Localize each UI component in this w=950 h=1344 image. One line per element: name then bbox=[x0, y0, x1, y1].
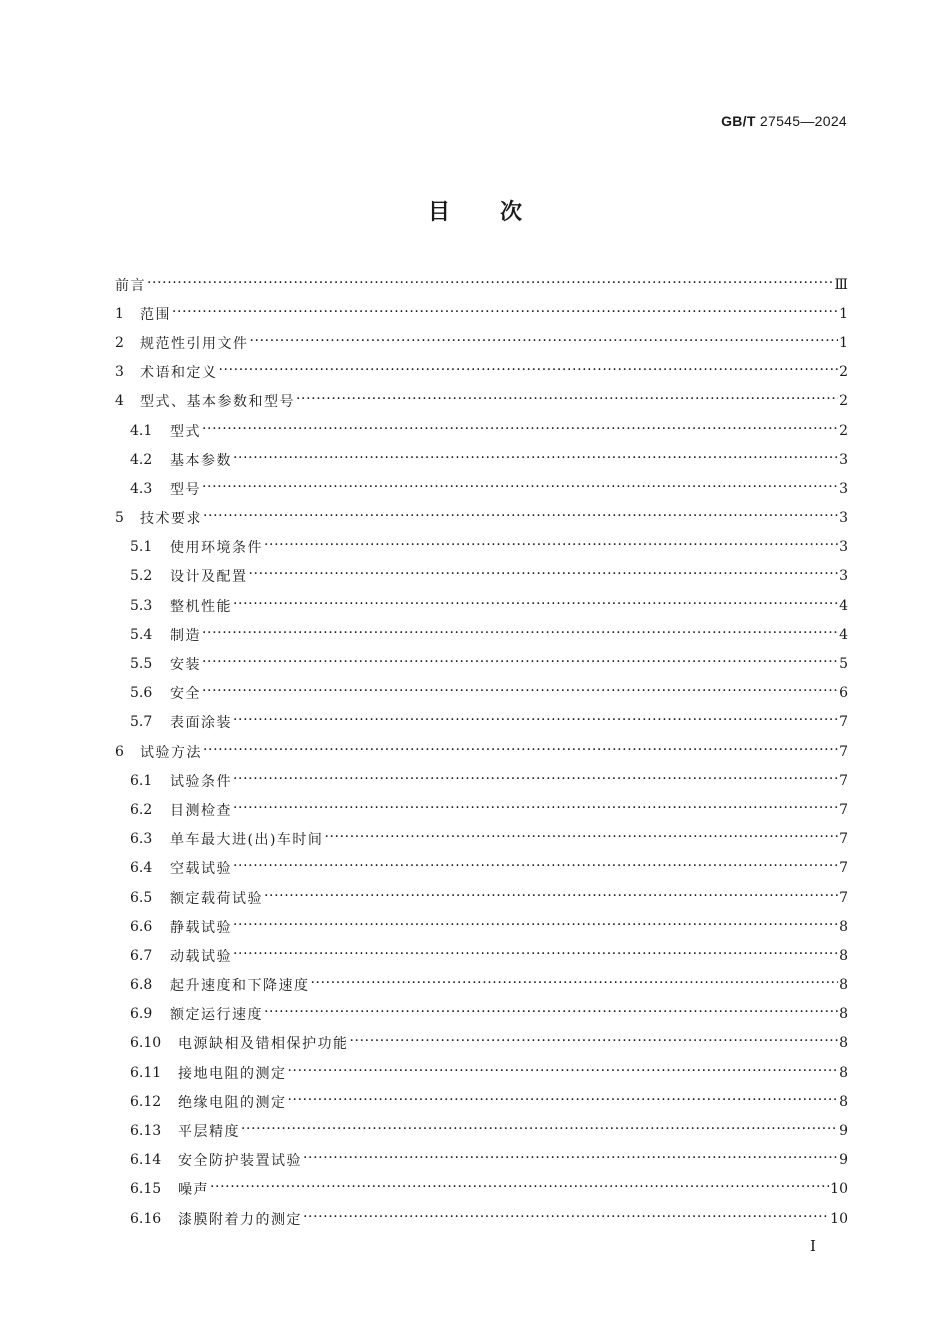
toc-entry-number: 6.4 bbox=[130, 860, 153, 877]
toc-entry-page: 8 bbox=[839, 918, 848, 935]
toc-entry-number: 5.7 bbox=[130, 714, 153, 731]
toc-entry[interactable] bbox=[115, 533, 848, 562]
toc-entry-page: 2 bbox=[839, 364, 848, 381]
toc-entry-number: 6.11 bbox=[130, 1064, 162, 1081]
toc-dot-leader bbox=[233, 949, 838, 963]
toc-entry-number: 6.16 bbox=[130, 1210, 162, 1227]
toc-entry-page: 3 bbox=[839, 510, 848, 527]
toc-entry-title: 安全 bbox=[170, 686, 201, 703]
toc-entry[interactable] bbox=[115, 883, 848, 912]
toc-entry-page: 3 bbox=[839, 539, 848, 556]
title-char-1: 目 bbox=[427, 200, 450, 225]
toc-dot-leader bbox=[264, 891, 838, 905]
toc-dot-leader bbox=[303, 1153, 838, 1167]
toc-dot-leader bbox=[288, 1095, 839, 1109]
toc-entry[interactable] bbox=[115, 1029, 848, 1058]
toc-entry-number: 5.5 bbox=[130, 656, 153, 673]
toc-entry-page: 6 bbox=[839, 685, 848, 702]
toc-entry-number: 6.14 bbox=[130, 1152, 162, 1169]
toc-entry[interactable] bbox=[115, 620, 848, 649]
toc-entry-title: 试验方法 bbox=[140, 744, 202, 761]
toc-entry-page: 3 bbox=[839, 451, 848, 468]
toc-entry[interactable] bbox=[115, 1116, 848, 1145]
toc-entry-title: 噪声 bbox=[178, 1182, 209, 1199]
toc-entry-number: 2 bbox=[115, 334, 124, 351]
toc-dot-leader bbox=[296, 394, 838, 408]
toc-entry-number: 6.12 bbox=[130, 1093, 162, 1110]
toc-dot-leader bbox=[203, 511, 838, 525]
toc-entry-number: 4.3 bbox=[130, 480, 153, 497]
toc-entry[interactable] bbox=[115, 679, 848, 708]
toc-entry[interactable] bbox=[115, 971, 848, 1000]
toc-entry-page: 2 bbox=[839, 393, 848, 410]
toc-entry-number: 6 bbox=[115, 743, 124, 760]
toc-entry-page: 7 bbox=[839, 743, 848, 760]
toc-dot-leader bbox=[202, 628, 838, 642]
toc-entry-title: 型号 bbox=[170, 481, 201, 498]
toc-entry-title: 制造 bbox=[170, 627, 201, 644]
toc-entry-title: 漆膜附着力的测定 bbox=[178, 1211, 302, 1228]
toc-entry-number: 6.2 bbox=[130, 801, 153, 818]
toc-entry-page: Ⅲ bbox=[834, 276, 848, 293]
toc-entry[interactable] bbox=[115, 504, 848, 533]
toc-entry-page: 10 bbox=[830, 1181, 848, 1198]
toc-entry[interactable] bbox=[115, 1175, 848, 1204]
toc-entry-number: 5.1 bbox=[130, 539, 153, 556]
toc-dot-leader bbox=[233, 774, 838, 788]
toc-dot-leader bbox=[172, 307, 838, 321]
toc-entry-title: 规范性引用文件 bbox=[140, 335, 249, 352]
toc-entry[interactable] bbox=[115, 328, 848, 357]
toc-entry-title: 前言 bbox=[115, 277, 146, 294]
table-of-contents bbox=[115, 270, 848, 1233]
toc-dot-leader bbox=[233, 803, 838, 817]
toc-entry[interactable] bbox=[115, 912, 848, 941]
toc-entry-page: 8 bbox=[839, 977, 848, 994]
toc-entry-page: 1 bbox=[839, 334, 848, 351]
toc-entry-number: 5 bbox=[115, 510, 124, 527]
toc-entry-title: 表面涂装 bbox=[170, 715, 232, 732]
toc-entry[interactable] bbox=[115, 708, 848, 737]
standard-number: 27545—2024 bbox=[759, 113, 847, 129]
toc-entry-page: 8 bbox=[839, 1093, 848, 1110]
toc-entry-number: 4.2 bbox=[130, 451, 153, 468]
toc-entry-title: 范围 bbox=[140, 306, 171, 323]
toc-entry-title: 额定运行速度 bbox=[170, 1007, 263, 1024]
toc-entry-title: 整机性能 bbox=[170, 598, 232, 615]
toc-entry-page: 7 bbox=[839, 860, 848, 877]
toc-entry-title: 技术要求 bbox=[140, 511, 202, 528]
toc-entry-title: 绝缘电阻的测定 bbox=[178, 1094, 287, 1111]
toc-entry[interactable] bbox=[115, 1146, 848, 1175]
toc-entry-page: 4 bbox=[839, 626, 848, 643]
toc-entry-page: 10 bbox=[830, 1210, 848, 1227]
toc-entry[interactable] bbox=[115, 1204, 848, 1233]
toc-entry-title: 试验条件 bbox=[170, 773, 232, 790]
toc-dot-leader bbox=[147, 278, 833, 292]
toc-entry-title: 动载试验 bbox=[170, 948, 232, 965]
toc-entry[interactable] bbox=[115, 825, 848, 854]
toc-entry-page: 8 bbox=[839, 1035, 848, 1052]
toc-entry-page: 8 bbox=[839, 1006, 848, 1023]
toc-entry[interactable] bbox=[115, 270, 848, 299]
toc-entry-title: 基本参数 bbox=[170, 452, 232, 469]
toc-entry-number: 1 bbox=[115, 305, 124, 322]
toc-entry-page: 8 bbox=[839, 1064, 848, 1081]
toc-entry-number: 6.3 bbox=[130, 831, 153, 848]
toc-entry[interactable] bbox=[115, 1087, 848, 1116]
toc-dot-leader bbox=[264, 540, 838, 554]
toc-dot-leader bbox=[249, 569, 839, 583]
toc-entry-page: 8 bbox=[839, 947, 848, 964]
toc-entry[interactable] bbox=[115, 358, 848, 387]
toc-entry-title: 安全防护装置试验 bbox=[178, 1153, 302, 1170]
toc-entry-title: 空载试验 bbox=[170, 861, 232, 878]
toc-entry-title: 平层精度 bbox=[178, 1124, 240, 1141]
toc-entry[interactable] bbox=[115, 445, 848, 474]
toc-entry[interactable] bbox=[115, 854, 848, 883]
toc-entry-number: 5.2 bbox=[130, 568, 153, 585]
toc-entry-title: 型式 bbox=[170, 423, 201, 440]
toc-entry-title: 目测检查 bbox=[170, 802, 232, 819]
toc-entry-number: 6.1 bbox=[130, 772, 153, 789]
toc-entry-title: 使用环境条件 bbox=[170, 540, 263, 557]
standard-prefix: GB/T bbox=[721, 113, 756, 129]
toc-dot-leader bbox=[324, 832, 838, 846]
toc-entry-title: 电源缺相及错相保护功能 bbox=[178, 1036, 349, 1053]
toc-dot-leader bbox=[264, 1007, 838, 1021]
toc-dot-leader bbox=[233, 599, 838, 613]
toc-entry[interactable] bbox=[115, 474, 848, 503]
toc-entry-page: 7 bbox=[839, 831, 848, 848]
toc-entry-page: 5 bbox=[839, 656, 848, 673]
toc-entry-number: 6.7 bbox=[130, 947, 153, 964]
toc-entry-title: 静载试验 bbox=[170, 919, 232, 936]
toc-entry-number: 6.13 bbox=[130, 1123, 162, 1140]
standard-header bbox=[721, 113, 847, 129]
toc-entry-number: 6.6 bbox=[130, 918, 153, 935]
toc-dot-leader bbox=[288, 1066, 839, 1080]
toc-entry[interactable] bbox=[115, 649, 848, 678]
toc-entry[interactable] bbox=[115, 1000, 848, 1029]
toc-entry-page: 7 bbox=[839, 772, 848, 789]
toc-dot-leader bbox=[303, 1212, 829, 1226]
toc-entry-page: 4 bbox=[839, 597, 848, 614]
toc-dot-leader bbox=[202, 482, 838, 496]
page-title bbox=[0, 195, 950, 226]
toc-dot-leader bbox=[203, 745, 838, 759]
toc-dot-leader bbox=[233, 715, 838, 729]
toc-dot-leader bbox=[202, 424, 838, 438]
toc-entry-number: 4 bbox=[115, 393, 124, 410]
toc-dot-leader bbox=[202, 686, 838, 700]
toc-entry-number: 6.5 bbox=[130, 889, 153, 906]
toc-entry[interactable] bbox=[115, 795, 848, 824]
toc-entry-title: 起升速度和下降速度 bbox=[170, 978, 310, 995]
toc-dot-leader bbox=[202, 657, 838, 671]
toc-entry[interactable] bbox=[115, 941, 848, 970]
toc-entry-page: 9 bbox=[839, 1152, 848, 1169]
toc-entry[interactable] bbox=[115, 1058, 848, 1087]
toc-dot-leader bbox=[210, 1182, 829, 1196]
toc-entry[interactable] bbox=[115, 387, 848, 416]
toc-entry-number: 6.9 bbox=[130, 1006, 153, 1023]
toc-entry[interactable] bbox=[115, 562, 848, 591]
toc-dot-leader bbox=[233, 453, 838, 467]
toc-entry-number: 5.4 bbox=[130, 626, 153, 643]
toc-entry-number: 5.6 bbox=[130, 685, 153, 702]
title-char-2: 次 bbox=[500, 200, 523, 225]
toc-entry-page: 7 bbox=[839, 714, 848, 731]
toc-entry[interactable] bbox=[115, 591, 848, 620]
toc-entry[interactable] bbox=[115, 737, 848, 766]
toc-entry-number: 6.10 bbox=[130, 1035, 162, 1052]
toc-entry[interactable] bbox=[115, 299, 848, 328]
toc-entry-page: 7 bbox=[839, 801, 848, 818]
toc-entry-title: 额定载荷试验 bbox=[170, 890, 263, 907]
toc-dot-leader bbox=[219, 365, 839, 379]
toc-dot-leader bbox=[350, 1036, 839, 1050]
toc-entry[interactable] bbox=[115, 416, 848, 445]
toc-entry-number: 5.3 bbox=[130, 597, 153, 614]
toc-entry-number: 6.8 bbox=[130, 977, 153, 994]
toc-entry-title: 型式、基本参数和型号 bbox=[140, 394, 295, 411]
toc-dot-leader bbox=[250, 336, 839, 350]
toc-entry-number: 6.15 bbox=[130, 1181, 162, 1198]
toc-entry[interactable] bbox=[115, 766, 848, 795]
toc-dot-leader bbox=[233, 920, 838, 934]
toc-entry-number: 4.1 bbox=[130, 422, 153, 439]
toc-entry-page: 3 bbox=[839, 480, 848, 497]
toc-entry-title: 单车最大进(出)车时间 bbox=[170, 832, 324, 849]
toc-dot-leader bbox=[311, 978, 839, 992]
toc-dot-leader bbox=[233, 861, 838, 875]
toc-entry-page: 1 bbox=[839, 305, 848, 322]
toc-entry-title: 安装 bbox=[170, 657, 201, 674]
toc-entry-page: 9 bbox=[839, 1123, 848, 1140]
toc-entry-page: 3 bbox=[839, 568, 848, 585]
toc-entry-title: 接地电阻的测定 bbox=[178, 1065, 287, 1082]
toc-dot-leader bbox=[241, 1124, 838, 1138]
toc-entry-title: 设计及配置 bbox=[170, 569, 248, 586]
toc-entry-page: 7 bbox=[839, 889, 848, 906]
page-number: Ⅰ bbox=[810, 1237, 816, 1255]
toc-entry-title: 术语和定义 bbox=[140, 365, 218, 382]
toc-entry-page: 2 bbox=[839, 422, 848, 439]
toc-entry-number: 3 bbox=[115, 364, 124, 381]
